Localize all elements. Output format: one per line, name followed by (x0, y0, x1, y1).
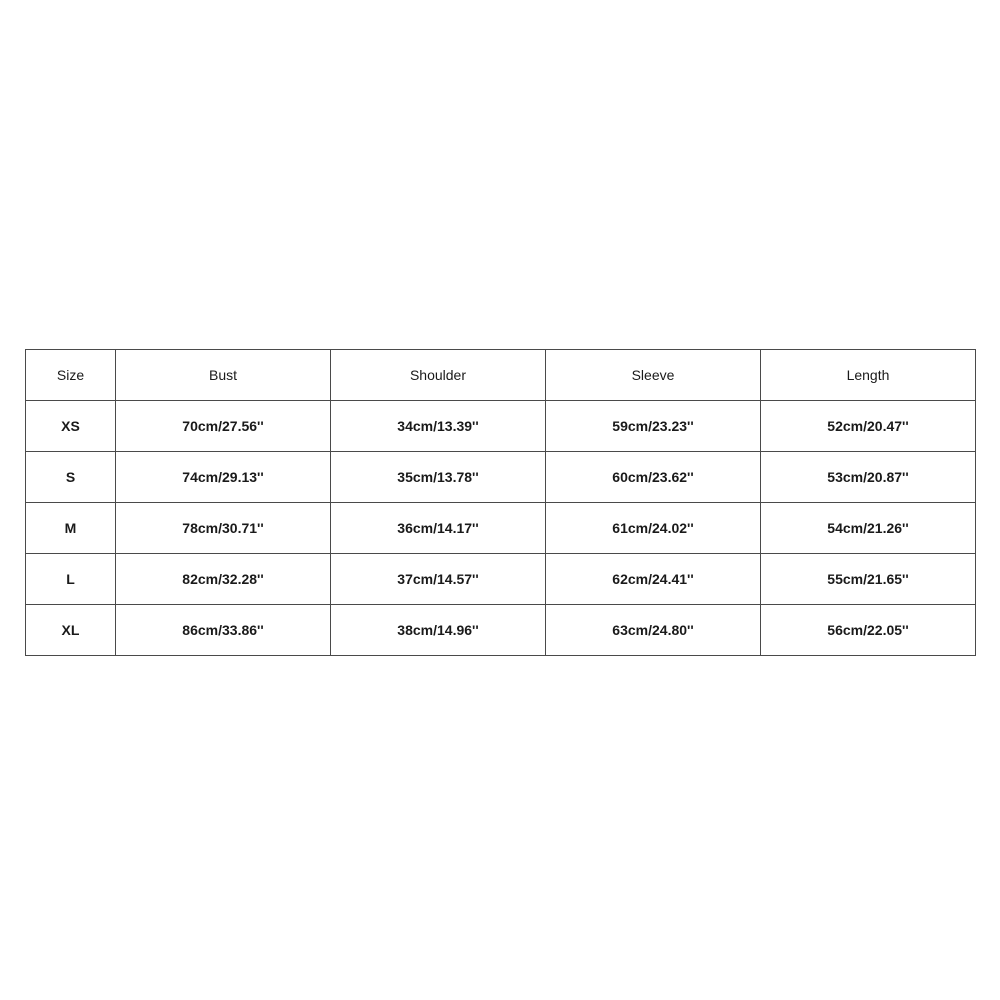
sleeve-cell: 62cm/24.41'' (546, 554, 761, 605)
shoulder-cell: 35cm/13.78'' (331, 452, 546, 503)
table-row (26, 503, 976, 554)
size-cell: L (26, 554, 116, 605)
shoulder-cell: 36cm/14.17'' (331, 503, 546, 554)
header-sleeve: Sleeve (546, 350, 761, 401)
header-size: Size (26, 350, 116, 401)
size-cell: XS (26, 401, 116, 452)
header-row (26, 350, 976, 401)
length-cell: 56cm/22.05'' (761, 605, 976, 656)
table-row (26, 401, 976, 452)
bust-cell: 82cm/32.28'' (116, 554, 331, 605)
header-length: Length (761, 350, 976, 401)
bust-cell: 86cm/33.86'' (116, 605, 331, 656)
size-cell: S (26, 452, 116, 503)
bust-cell: 78cm/30.71'' (116, 503, 331, 554)
sleeve-cell: 59cm/23.23'' (546, 401, 761, 452)
length-cell: 54cm/21.26'' (761, 503, 976, 554)
sleeve-cell: 61cm/24.02'' (546, 503, 761, 554)
length-cell: 52cm/20.47'' (761, 401, 976, 452)
shoulder-cell: 34cm/13.39'' (331, 401, 546, 452)
size-chart-table (25, 349, 976, 656)
header-bust: Bust (116, 350, 331, 401)
table-row (26, 605, 976, 656)
length-cell: 53cm/20.87'' (761, 452, 976, 503)
shoulder-cell: 37cm/14.57'' (331, 554, 546, 605)
bust-cell: 70cm/27.56'' (116, 401, 331, 452)
table-row (26, 554, 976, 605)
bust-cell: 74cm/29.13'' (116, 452, 331, 503)
size-cell: M (26, 503, 116, 554)
length-cell: 55cm/21.65'' (761, 554, 976, 605)
header-shoulder: Shoulder (331, 350, 546, 401)
table-row (26, 452, 976, 503)
sleeve-cell: 63cm/24.80'' (546, 605, 761, 656)
sleeve-cell: 60cm/23.62'' (546, 452, 761, 503)
shoulder-cell: 38cm/14.96'' (331, 605, 546, 656)
size-cell: XL (26, 605, 116, 656)
